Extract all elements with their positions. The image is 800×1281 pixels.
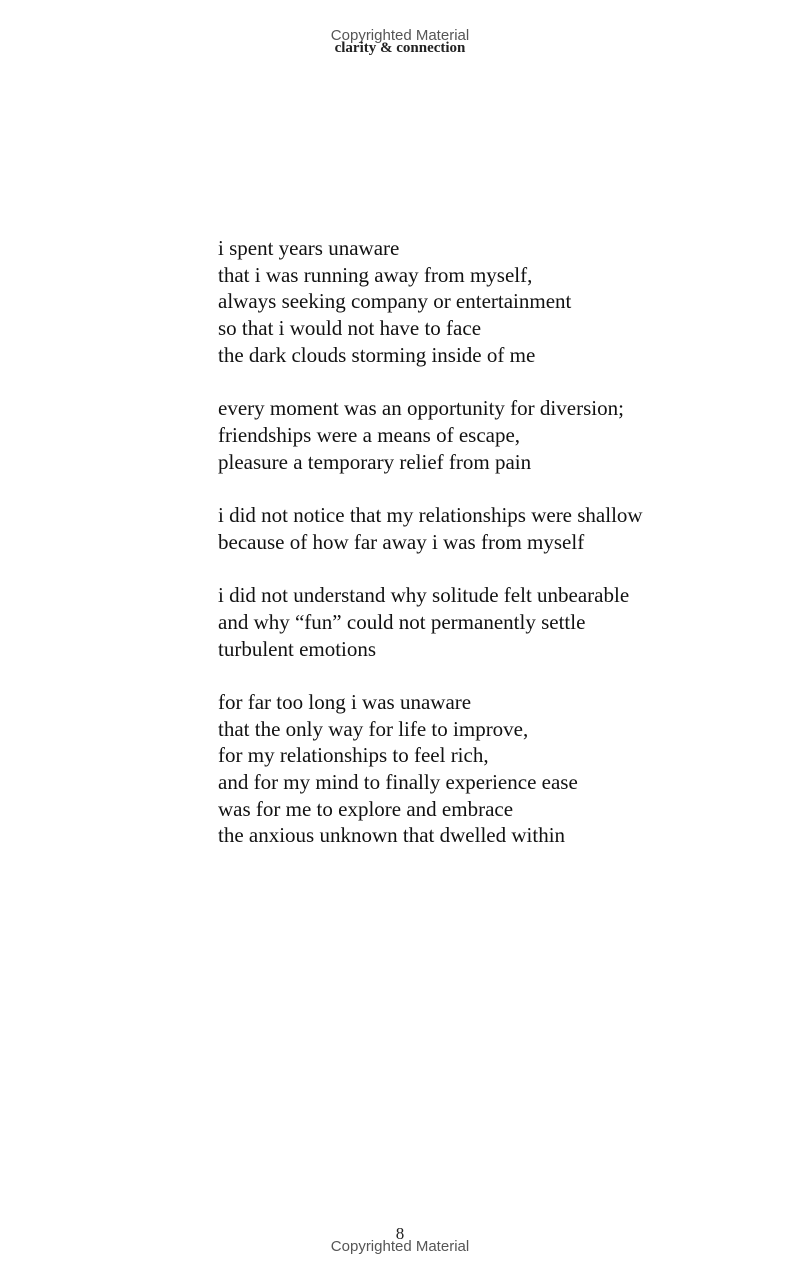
poem-line: so that i would not have to face <box>218 316 482 341</box>
stanza-4 <box>218 582 738 662</box>
poem-line: the anxious unknown that dwelled within <box>218 823 566 848</box>
poem-line: i did not notice that my relationships were shallow <box>218 503 643 527</box>
poem-line: for my relationships to feel rich, <box>218 743 489 768</box>
poem-line: friendships were a means of escape, <box>218 422 521 447</box>
stanza-2 <box>218 395 738 475</box>
poem-line: and for my mind to finally experience ease <box>218 770 578 794</box>
poem <box>218 235 738 876</box>
page-number: 8 <box>395 1224 405 1243</box>
poem-line: and why “fun” could not permanently settle <box>218 609 586 634</box>
poem-line: turbulent emotions <box>218 636 377 661</box>
poem-line: pleasure a temporary relief from pain <box>218 449 532 474</box>
stanza-5 <box>218 689 738 849</box>
poem-line: for far too long i was unaware <box>218 689 472 714</box>
running-head: clarity & connection <box>334 40 466 56</box>
poem-line: i did not understand why solitude felt unbearable <box>218 583 630 608</box>
poem-line: i spent years unaware <box>218 236 400 260</box>
poem-line: every moment was an opportunity for diversion; <box>218 396 624 421</box>
poem-line: the dark clouds storming inside of me <box>218 342 536 367</box>
copyright-watermark-top: Copyrighted Material <box>330 27 470 44</box>
poem-line: that i was running away from myself, <box>218 262 533 287</box>
stanza-1 <box>218 235 738 369</box>
poem-line: always seeking company or entertainment <box>218 289 572 314</box>
stanza-3 <box>218 502 738 555</box>
poem-line: that the only way for life to improve, <box>218 716 529 741</box>
poem-line: because of how far away i was from myself <box>218 529 585 554</box>
copyright-watermark-bottom: Copyrighted Material <box>330 1238 470 1255</box>
poem-line: was for me to explore and embrace <box>218 796 514 821</box>
